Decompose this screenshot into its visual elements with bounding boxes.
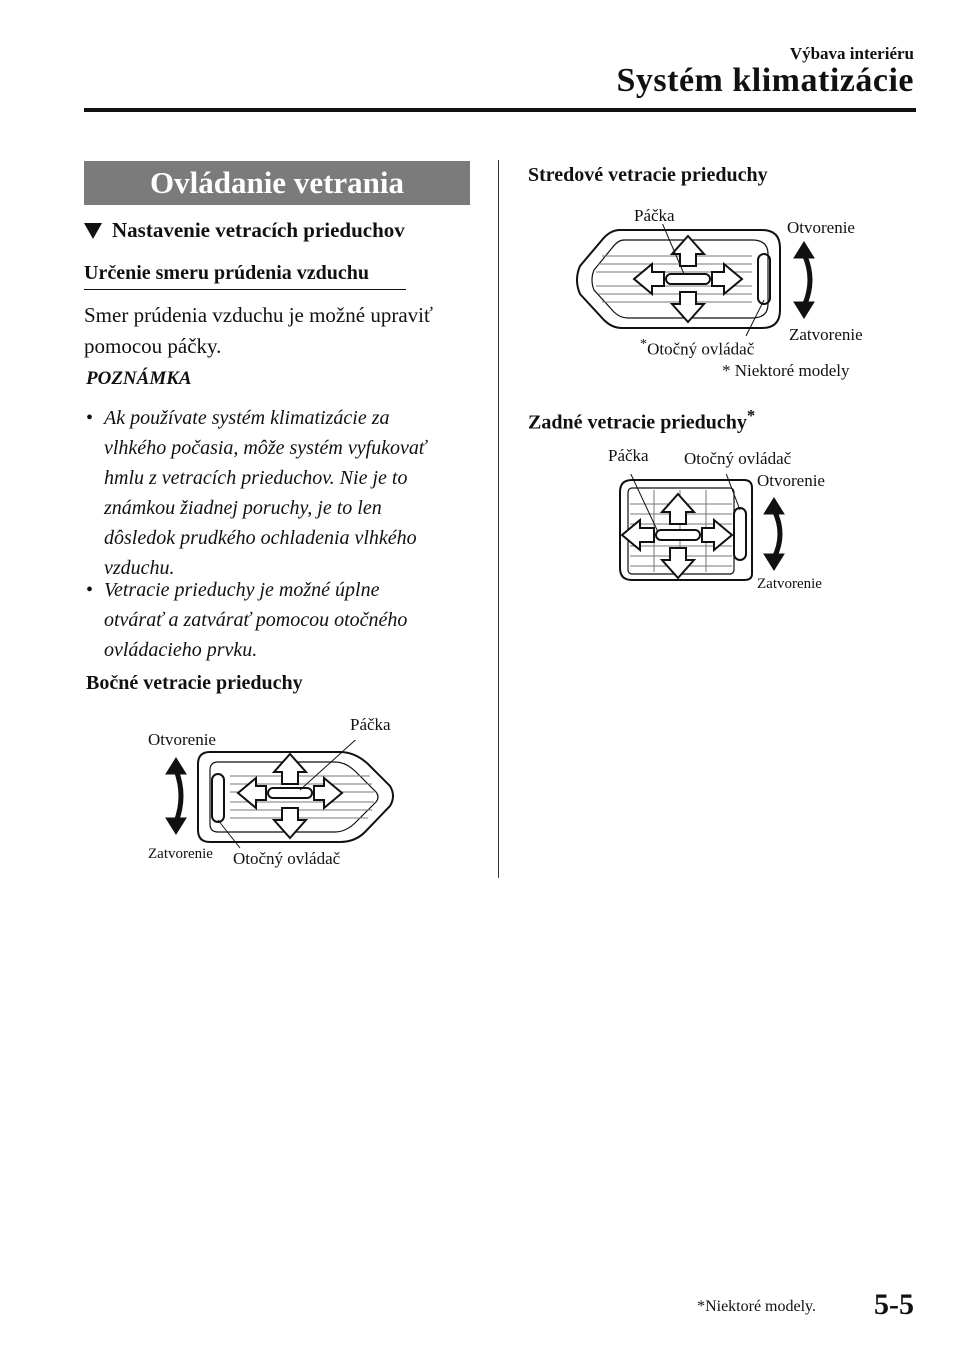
topic-underline [84, 289, 406, 290]
note-bullet [86, 403, 486, 583]
side-close-label: Zatvorenie [148, 846, 213, 862]
subheading-text: Nastavenie vetracích prieduchov [112, 218, 405, 242]
asterisk: * [746, 406, 756, 425]
side-open-label: Otvorenie [148, 730, 216, 749]
side-vent-illustration [150, 740, 410, 852]
asterisk: * [640, 336, 648, 352]
center-footnote: * Niektoré modely [722, 361, 850, 380]
body-line: Smer prúdenia vzduchu je možné upraviť [84, 303, 433, 327]
bullet-dot: • [86, 579, 94, 601]
side-dial-label: Otočný ovládač [233, 849, 341, 868]
rear-open-label: Otvorenie [757, 471, 825, 490]
bullet-line: Ak používate systém klimatizácie za [104, 407, 390, 429]
rear-vents-heading-text: Zadné vetracie prieduchy [528, 411, 747, 434]
side-lever-label: Páčka [350, 715, 391, 734]
bullet-line: vlhkého počasia, môže systém vyfukovať [104, 437, 427, 459]
bullet-line: známkou žiadnej poruchy, je to len [104, 497, 382, 519]
bullet-line: ovládacieho prvku. [104, 639, 258, 661]
rear-lever-label: Páčka [608, 446, 649, 465]
column-divider [498, 160, 499, 878]
rear-dial-label: Otočný ovládač [684, 449, 792, 468]
bullet-line: Vetracie prieduchy je možné úplne [104, 579, 380, 601]
subheading [84, 218, 405, 243]
center-vent-illustration [572, 224, 832, 336]
bullet-line: otvárať a zatvárať pomocou otočného [104, 609, 408, 631]
footer-note: *Niektoré modely. [697, 1298, 816, 1315]
side-vents-heading: Bočné vetracie prieduchy [86, 672, 303, 694]
rear-vents-heading [528, 406, 755, 435]
chapter-subtitle: Výbava interiéru [789, 44, 914, 63]
rear-close-label: Zatvorenie [757, 576, 822, 592]
body-line: pomocou páčky. [84, 334, 222, 358]
section-title: Ovládanie vetrania [84, 161, 470, 205]
triangle-icon [84, 223, 102, 239]
chapter-title: Systém klimatizácie [616, 62, 914, 99]
center-dial-label [640, 336, 754, 360]
center-vents-heading: Stredové vetracie prieduchy [528, 164, 768, 186]
topic-heading: Určenie smeru prúdenia vzduchu [84, 262, 369, 284]
center-open-label: Otvorenie [787, 218, 855, 237]
bullet-line: dôsledok prudkého ochladenia vlhkého [104, 527, 417, 549]
bullet-line: hmlu z vetracích prieduchov. Nie je to [104, 467, 408, 489]
center-dial-text: Otočný ovládač [647, 339, 755, 359]
page-number: 5-5 [874, 1288, 914, 1321]
note-bullet [86, 575, 486, 665]
bullet-line: vzduchu. [104, 557, 175, 579]
note-heading: POZNÁMKA [86, 368, 192, 389]
bullet-dot: • [86, 407, 94, 429]
center-close-label: Zatvorenie [789, 325, 863, 344]
body-text [84, 300, 484, 362]
header-rule [84, 108, 916, 112]
center-lever-label: Páčka [634, 206, 675, 225]
